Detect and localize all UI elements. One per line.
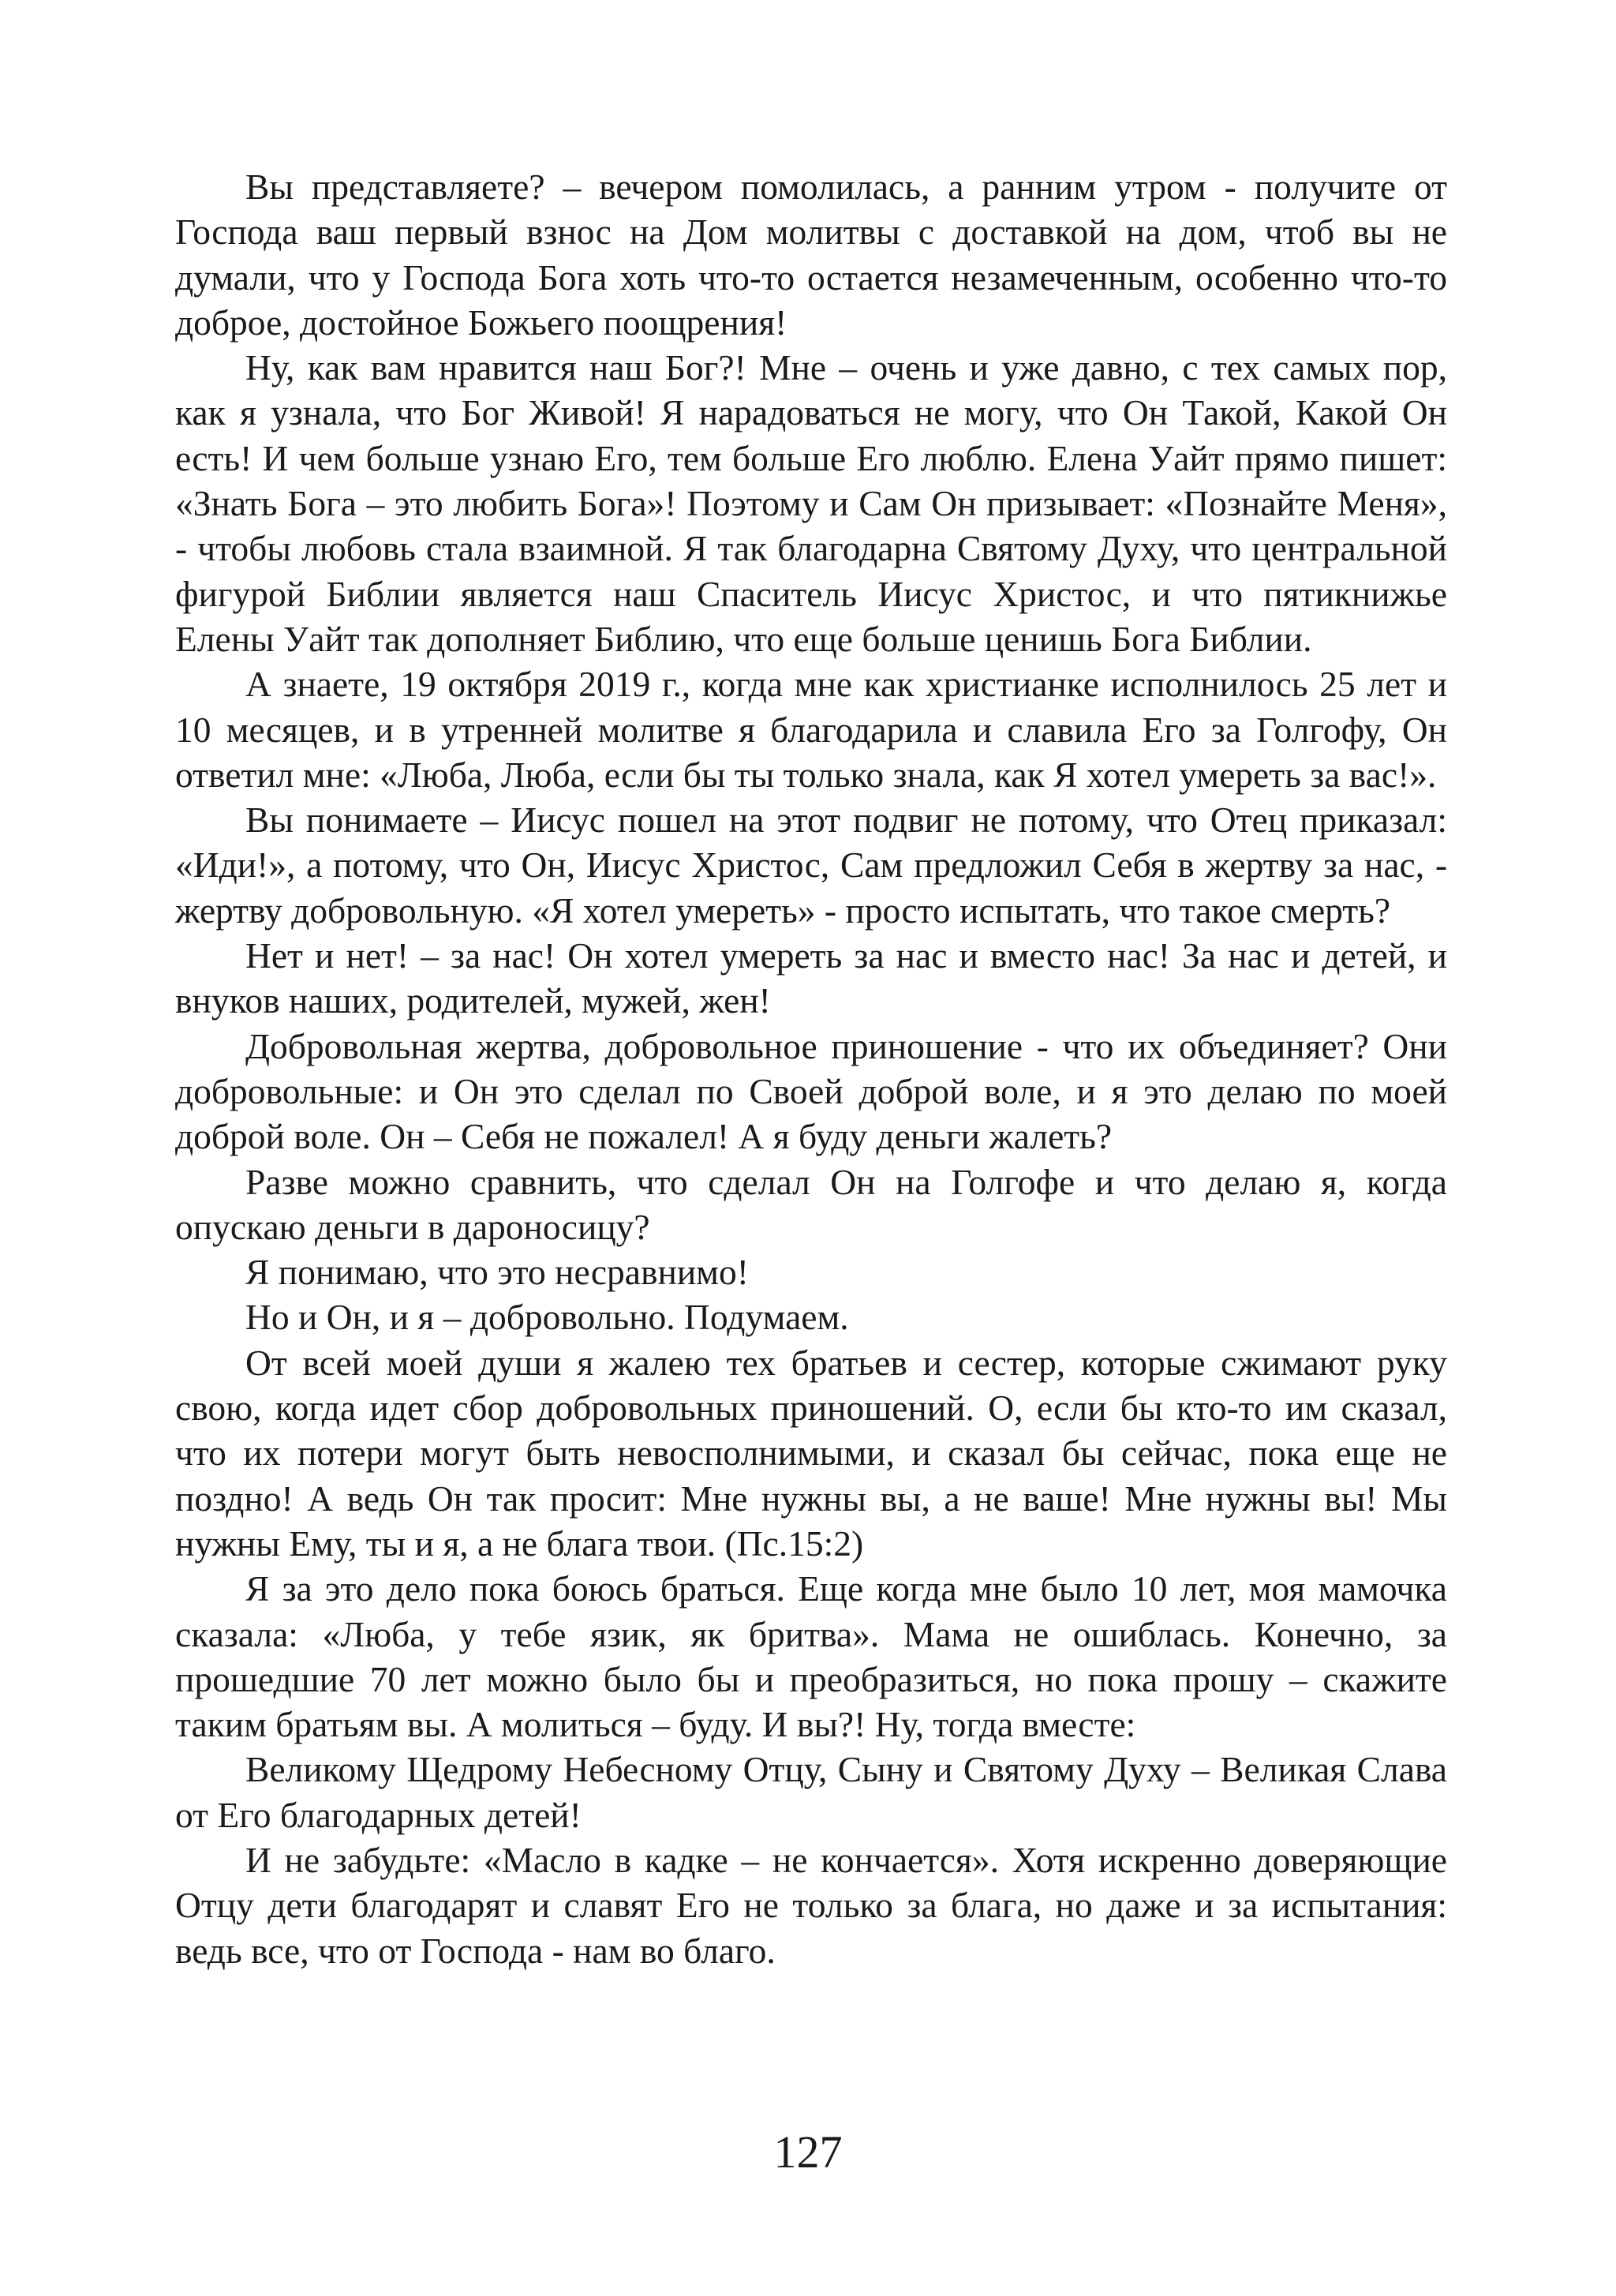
paragraph: Но и Он, и я – добровольно. Подумаем. bbox=[245, 1297, 849, 1338]
paragraph: Великому Щедрому Небесному Отцу, Сыну и Святому Духу – Великая Слава от Его благодарных детей! bbox=[175, 1749, 1447, 1835]
paragraph: Ну, как вам нравится наш Бог?! Мне – очень и уже давно, с тех самых пор, как я узнала, что Бог Живой! Я нарадоваться не могу, что Он Такой, Какой Он есть! И чем больше узнаю Его, тем больше Его люблю. Елена Уайт прямо пишет: «Знать Бога – это любить Бога»! Поэтому и Сам Он призывает: «Познайте Меня», - чтобы любовь стала взаимной. Я так благодарна Святому Духу, что центральной фигурой Библии является наш Спаситель Иисус Христос, и что пятикнижье Елены Уайт так дополняет Библию, что еще больше ценишь Бога Библии. bbox=[175, 347, 1447, 659]
paragraph: Я понимаю, что это несравнимо! bbox=[245, 1252, 749, 1293]
paragraph: И не забудьте: «Масло в кадке – не кончается». Хотя искренно доверяющие Отцу дети благодарят и славят Его не только за блага, но даже и за испытания: ведь все, что от Господа - нам во благо. bbox=[175, 1839, 1447, 1971]
paragraph: Добровольная жертва, добровольное приношение - что их объединяет? Они добровольные: и Он это сделал по Своей доброй воле, и я это делаю по моей доброй воле. Он – Себя не пожалел! А я буду деньги жалеть? bbox=[175, 1025, 1447, 1157]
paragraph: А знаете, 19 октября 2019 г., когда мне как христианке исполнилось 25 лет и 10 месяцев, и в утренней молитве я благодарила и славила Его за Голгофу, Он ответил мне: «Люба, Люба, если бы ты только знала, как Я хотел умереть за вас!». bbox=[175, 664, 1447, 795]
page-number: 127 bbox=[773, 2126, 843, 2178]
paragraph: Вы понимаете – Иисус пошел на этот подвиг не потому, что Отец приказал: «Иди!», а потому, что Он, Иисус Христос, Сам предложил Себя в жертву за нас, - жертву добровольную. «Я хотел умереть» - просто испытать, что такое смерть? bbox=[175, 800, 1447, 931]
paragraph: Разве можно сравнить, что сделал Он на Голгофе и что делаю я, когда опускаю деньги в дароносицу? bbox=[175, 1161, 1447, 1247]
body-text bbox=[175, 164, 1447, 1973]
paragraph: От всей моей души я жалею тех братьев и сестер, которые сжимают руку свою, когда идет сбор добровольных приношений. О, если бы кто-то им сказал, что их потери могут быть невосполнимыми, и сказал бы сейчас, пока еще не поздно! А ведь Он так просит: Мне нужны вы, а не ваше! Мне нужны вы! Мы нужны Ему, ты и я, а не блага твои. (Пс.15:2) bbox=[175, 1342, 1447, 1564]
paragraph: Нет и нет! – за нас! Он хотел умереть за нас и вместо нас! За нас и детей, и внуков наших, родителей, мужей, жен! bbox=[175, 935, 1447, 1021]
paragraph: Вы представляете? – вечером помолилась, а ранним утром - получите от Господа ваш первый взнос на Дом молитвы с доставкой на дом, чтоб вы не думали, что у Господа Бога хоть что-то остается незамеченным, особенно что-то доброе, достойное Божьего поощрения! bbox=[175, 167, 1447, 343]
paragraph: Я за это дело пока боюсь браться. Еще когда мне было 10 лет, моя мамочка сказала: «Люба, у тебе язик, як бритва». Мама не ошиблась. Конечно, за прошедшие 70 лет можно было бы и преобразиться, но пока прошу – скажите таким братьям вы. А молиться – буду. И вы?! Ну, тогда вместе: bbox=[175, 1568, 1447, 1745]
